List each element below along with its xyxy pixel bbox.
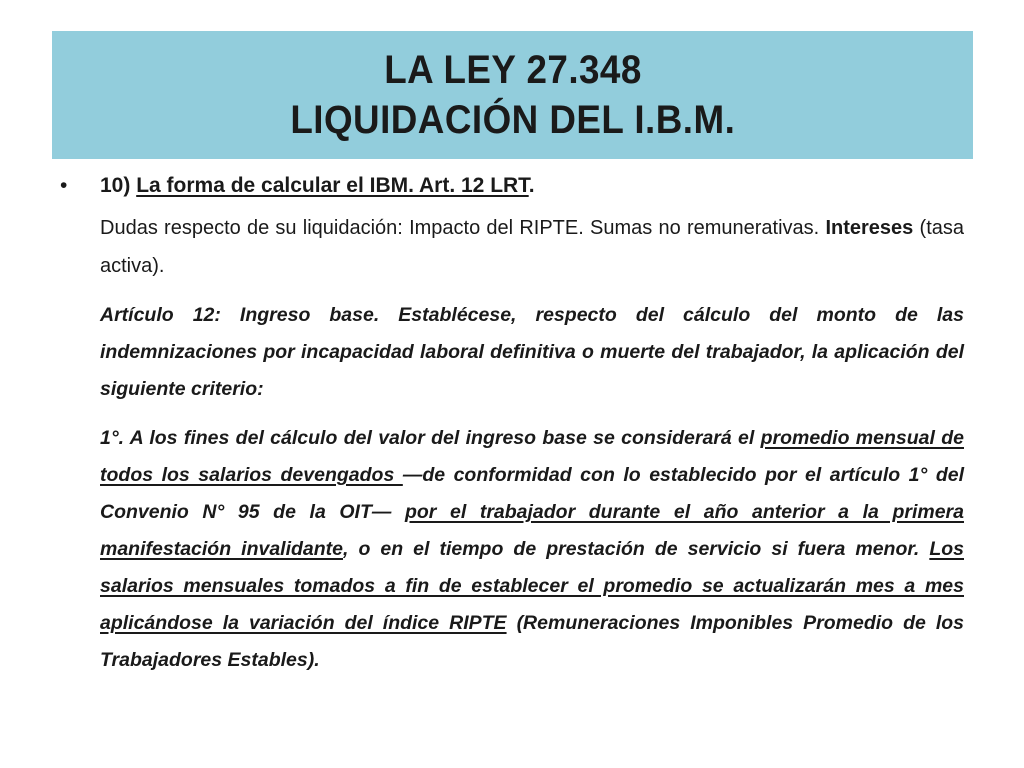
bullet-heading [60,167,964,205]
slide-title-line-1: LA LEY 27.348 [383,48,642,92]
slide-content [60,167,964,679]
first-point-underline-2: por el trabajador durante el año anterior a la primera manifestación invalidante [100,501,964,560]
doubts-bold-interest: Intereses [825,217,914,239]
first-point-part-7: (Remuneraciones Imponibles Promedio de los Trabajadores Estables). [100,612,964,671]
doubts-text: Dudas respecto de su liquidación: Impacto del RIPTE. Sumas no remunerativas. [100,217,826,239]
first-point-part-1: 1°. A los fines del cálculo del valor del ingreso base se considerará el [100,427,761,449]
title-band [52,31,973,159]
first-point-part-3: —de conformidad con lo establecido por el artículo 1° del Convenio N° 95 de la OIT— [100,464,964,523]
doubts-text-end: (tasa activa). [100,217,964,277]
first-point-underline-1: promedio mensual de todos los salarios devengados [100,427,964,486]
bullet-heading-text [100,167,535,205]
first-point-part-5: , o en el tiempo de prestación de servicio si fuera menor. [343,538,930,560]
slide-title-line-2: LIQUIDACIÓN DEL I.B.M. [290,98,735,142]
doubts-paragraph [100,209,964,285]
bullet-suffix: . [528,174,535,197]
bullet-prefix: 10) [100,174,137,197]
first-point-paragraph [100,420,964,679]
bullet-marker: • [60,174,68,197]
first-point-underline-3: Los salarios mensuales tomados a fin de establecer el promedio se actualizarán mes a mes aplicándose la variación del índice RIPTE [100,538,964,634]
article-12-paragraph: Artículo 12: Ingreso base. Establécese, respecto del cálculo del monto de las indemnizaciones por incapacidad laboral definitiva o muerte del trabajador, la aplicación del siguiente criterio: [100,304,964,400]
bullet-underlined-title: La forma de calcular el IBM. Art. 12 LRT [136,174,529,197]
